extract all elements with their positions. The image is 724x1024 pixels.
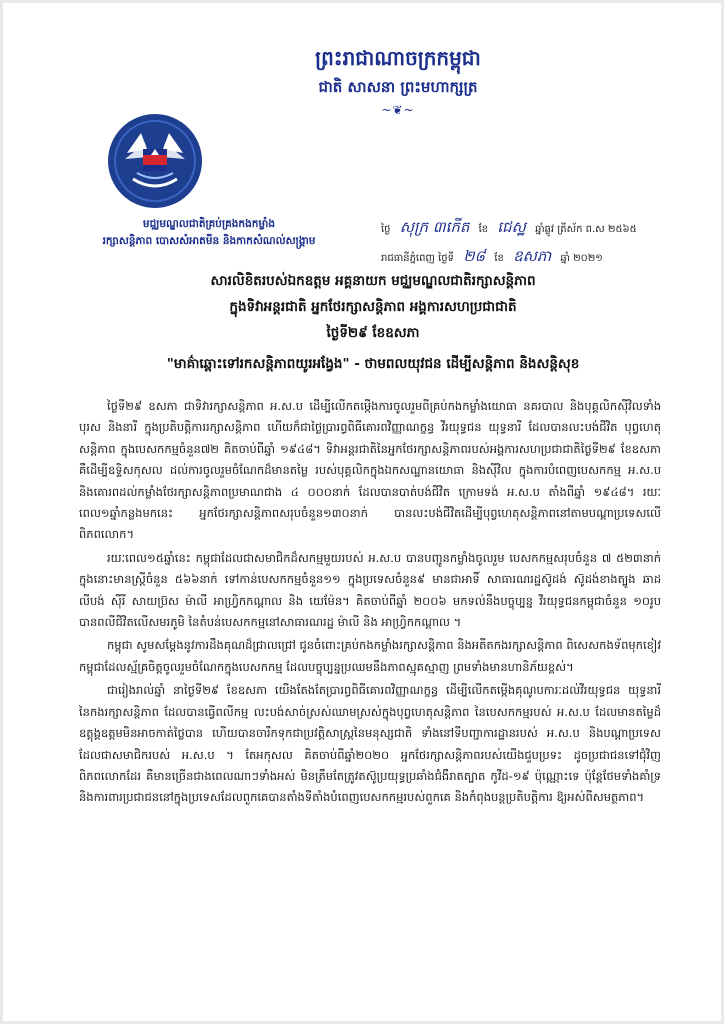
lunar-date-line — [381, 214, 681, 243]
organization-name — [59, 216, 359, 250]
lunar-prefix: ថ្ងៃ — [381, 224, 391, 235]
body-paragraph-2: រយៈពេល១៥ឆ្នាំនេះ កម្ពុជាដែលជាសមាជិកដ៏សកម្មមួយរបស់ អ.ស.ប បានបញ្ជូនកម្លាំងចូលរួម បេសកកម្មសរុបចំនួន ៧ ៥២៣នាក់ ក្នុងនោះមានស្ត្រីចំនួន ៥៦៦នាក់ ទៅកាន់បេសកកម្មចំនួន១១ ក្នុងប្រទេសចំនួន៩ មានជាអាទិ៍ សាធារណរដ្ឋស៊ូដង់ ស៊ូដង់ខាងត្បូង ឆាដ លីបង់ ស៊ីរី សាយប្រ៊ស ម៉ាលី អាហ្វ្រិកកណ្តាល និង យេម៉ែន។ គិតចាប់ពីឆ្នាំ ២០០៦ មកទល់នឹងបច្ចុប្បន្ន វីរយុទ្ធជនកម្ពុជាចំនួន ១០រូប បានពលីជីវិតលើសមរភូមិ នៃតំបន់បេសកកម្មនៅសាធារណរដ្ឋ ម៉ាលី និង អាហ្វ្រិកកណ្តាល ។ — [79, 550, 661, 630]
body-paragraph-1: ថ្ងៃទី២៩ ឧសភា ជាទិវារក្សាសន្តិភាព អ.ស.ប ដើម្បីលើកតម្កើងការចូលរួមពីគ្រប់កងកម្លាំងយោធា នគរបាល និងបុគ្គលិកស៊ីវិលទាំងបុរស និងនារី ក្នុងប្រតិបត្តិការរក្សាសន្តិភាព ហើយក៏ជាថ្ងៃប្រារព្ធពិធីគោរពវិញ្ញាណក្ខន្ធ វីរយុទ្ធជន យុទ្ធនារី ដែលបានលះបង់ជីវិត បុព្វហេតុសន្តិភាព ក្នុងបេសកកម្មចំនួន៧២ គិតចាប់ពីឆ្នាំ ១៩៤៨។ ទិវាអន្តរជាតិនៃអ្នកថែរក្សាសន្តិភាពរបស់អង្គការសហប្រជាជាតិថ្ងៃទី២៩ ខែឧសភា គឺដើម្បីឧទ្ទិសកុសល ដល់ការចូលរួមចំណែកដ៏មានតម្លៃ របស់បុគ្គលិកក្នុងឯកសណ្ឋានយោធា និងស៊ីវិល ក្នុងការបំពេញបេសកកម្ម អ.ស.ប និងគោរពដល់កម្លាំងថែរក្សាសន្តិភាពប្រមាណជាង ៤ ០០០នាក់ ដែលបានបាត់បង់ជីវិត ក្រោមទង់ អ.ស.ប តាំងពីឆ្នាំ ១៩៤៨។ រយៈពេល១ឆ្នាំកន្លងមកនេះ អ្នកថែរក្សាសន្តិភាពសរុបចំនួន១៣០នាក់ បានលះបង់ជីវិតដើម្បីបុព្វហេតុសន្តិភាពនៅតាមបណ្តាប្រទេសលើពិភពលោក។ — [79, 399, 661, 542]
national-motto: ជាតិ សាសនា ព្រះមហាក្សត្រ — [318, 78, 478, 96]
solar-day: ២៨ — [463, 247, 486, 265]
theme-slogan: "មាគ៌ាឆ្ពោះទៅរកសន្តិភាពយូរអង្វែង" - ថាមពលយុវជន ដើម្បីសន្តិភាព និងសន្តិសុខ — [166, 356, 580, 372]
kingdom-heading: ព្រះរាជាណាចក្រកម្ពុជា — [315, 46, 481, 70]
organization-line-1: មជ្ឈមណ្ឌលជាតិគ្រប់គ្រងកងកម្លាំង — [142, 218, 276, 230]
solar-month: ឧសភា — [513, 247, 552, 265]
body-paragraph-3: កម្ពុជា សូមសម្តែងនូវការដឹងគុណដ៏ជ្រាលជ្រៅ ជូនចំពោះគ្រប់កងកម្លាំងរក្សាសន្តិភាព និងអតីតកងរក្សាសន្តិភាព ពិសេសកងទ័ពមុកខៀវកម្ពុជាដែលស្ម័គ្រចិត្តចូលរួមចំណែកក្នុងបេសកកម្ម ដែលបច្ចុប្បន្នប្រឈមនឹងភាពស្មុគស្មាញ ព្រមទាំងមានហានិភ័យខ្ពស់។ — [79, 638, 661, 674]
tackteng-ornament: ~❦~ — [381, 103, 415, 117]
title-line-3: ថ្ងៃទី២៩ ខែឧសភា — [326, 325, 420, 341]
lunar-month-label: ខែ — [478, 224, 489, 235]
solar-year: ២០២១ — [573, 253, 603, 264]
solar-year-label: ឆ្នាំ — [560, 253, 570, 264]
solar-prefix: រាជធានីភ្នំពេញ ថ្ងៃទី — [381, 253, 455, 264]
title-line-1: សារលិខិតរបស់ឯកឧត្តម អគ្គនាយក មជ្ឈមណ្ឌលជាតិរក្សាសន្តិភាព — [210, 273, 536, 289]
date-block — [381, 214, 681, 272]
letter-body — [79, 396, 661, 811]
lunar-day: សុក្រ ៣កើត — [399, 218, 470, 236]
organization-line-2: រក្សាសន្តិភាព បោសសំអាតមីន និងកាកសំណល់សង្គ្រាម — [102, 235, 316, 247]
letter-title — [123, 268, 623, 346]
organization-logo-icon — [107, 113, 203, 209]
letter-page — [3, 3, 721, 1021]
lunar-month: ជេស្ឋ — [497, 218, 526, 236]
title-line-2: ក្នុងទិវាអន្តរជាតិ អ្នកថែរក្សាសន្តិភាព អង្គការសហប្រជាជាតិ — [229, 299, 517, 315]
solar-month-label: ខែ — [494, 253, 504, 264]
lunar-year: ឆ្នាំឆ្លូវ ត្រីស័ក ព.ស ២៥៦៥ — [535, 224, 637, 235]
body-paragraph-4: ជារៀងរាល់ឆ្នាំ នាថ្ងៃទី២៩ ខែឧសភា យើងតែងតែប្រារព្ធពិធីគោរពវិញ្ញាណក្ខន្ធ ដើម្បីលើកតម្កើងគុណូបការៈដល់វីរយុទ្ធជន យុទ្ធនារី នៃកងរក្សាសន្តិភាព ដែលបានធ្វើពលីកម្ម លះបង់សាច់ស្រស់ឈាមស្រស់ក្នុងបុព្វហេតុសន្តិភាព នៃបេសកកម្មរបស់ អ.ស.ប ដែលមានតម្លៃដ៏ឧត្តុង្គឧត្តមមិនអាចកាត់ថ្លៃបាន ហើយបានចារឹកទុកជាប្រវត្តិសាស្ត្រនៃមនុស្សជាតិ ទាំងនៅទីបញ្ជាការដ្ឋានរបស់ អ.ស.ប និងបណ្តាប្រទេសដែលជាសមាជិករបស់ អ.ស.ប ។ តែអកុសល គិតចាប់ពីឆ្នាំ២០២០ អ្នកថែរក្សាសន្តិភាពរបស់យើងជួបប្រទះ ដូចប្រជាជនទៅជុំវិញពិភពលោកដែរ គឺមានច្រើនជាងពេលណាៗទាំងអស់ មិនត្រឹមតែត្រូវតស៊ូប្រយុទ្ធប្រឆាំងជំងឺរាតត្បាត កូវីដ-១៩ ប៉ុណ្ណោះទេ ប៉ុន្តែថែមទាំងគាំទ្រនិងការពារប្រជាជននៅក្នុងប្រទេសដែលពួកគេបានតាំងទីតាំងបំពេញបេសកកម្មរបស់ពួកគេ និងកំពុងបន្តប្រតិបត្តិការ ឱ្យអស់ពីសមត្ថភាព។ — [79, 683, 661, 805]
